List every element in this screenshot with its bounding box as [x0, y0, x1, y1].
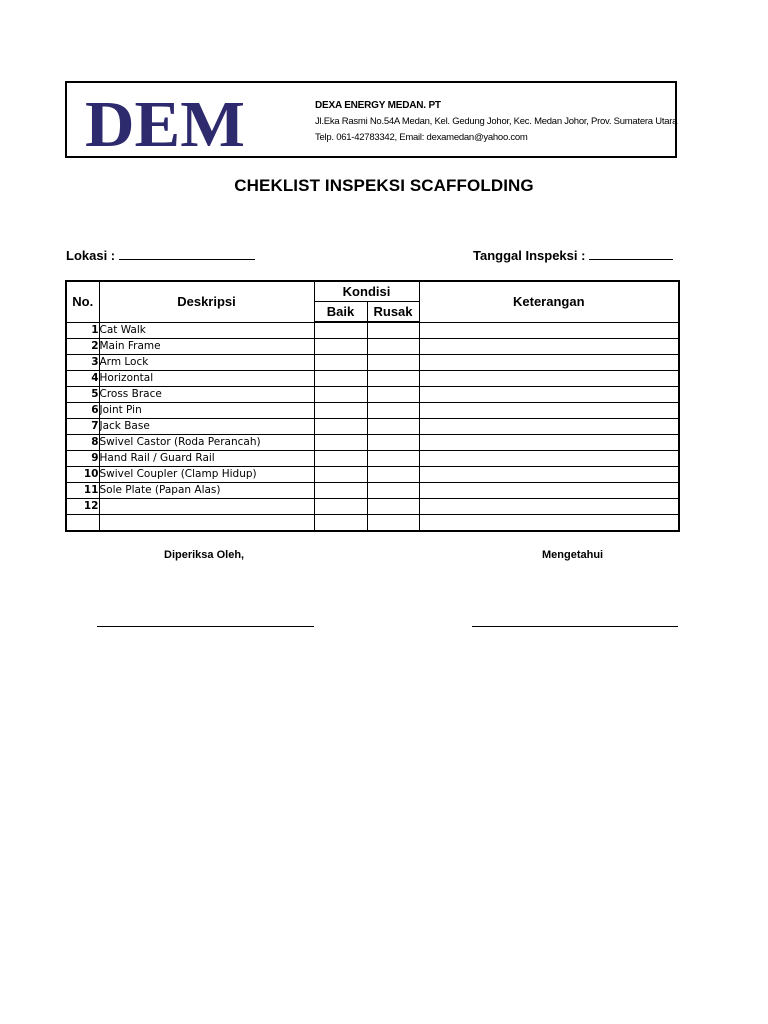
table-row [66, 467, 679, 483]
row-keterangan-cell[interactable] [419, 322, 679, 339]
row-baik-cell[interactable] [314, 339, 367, 355]
row-number: 11 [66, 483, 99, 499]
row-number: 4 [66, 371, 99, 387]
approver-signature-line[interactable] [472, 626, 678, 627]
row-rusak-cell[interactable] [367, 322, 419, 339]
row-rusak-cell[interactable] [367, 371, 419, 387]
row-description: Hand Rail / Guard Rail [99, 451, 314, 467]
row-rusak-cell[interactable] [367, 435, 419, 451]
company-logo [83, 95, 247, 149]
row-baik-cell[interactable] [314, 483, 367, 499]
table-row [66, 499, 679, 515]
tanggal-blank-line[interactable] [589, 247, 673, 260]
page-title: CHEKLIST INSPEKSI SCAFFOLDING [234, 176, 534, 195]
row-number: 6 [66, 403, 99, 419]
table-row [66, 483, 679, 499]
row-description: Jack Base [99, 419, 314, 435]
table-row [66, 387, 679, 403]
row-description: Horizontal [99, 371, 314, 387]
row-keterangan-cell[interactable] [419, 499, 679, 515]
row-rusak-cell[interactable] [367, 515, 419, 532]
row-description: Main Frame [99, 339, 314, 355]
row-baik-cell[interactable] [314, 371, 367, 387]
row-baik-cell[interactable] [314, 467, 367, 483]
row-keterangan-cell[interactable] [419, 371, 679, 387]
row-keterangan-cell[interactable] [419, 387, 679, 403]
mengetahui-label: Mengetahui [542, 549, 604, 561]
row-number: 3 [66, 355, 99, 371]
table-row [66, 515, 679, 532]
row-number: 7 [66, 419, 99, 435]
row-rusak-cell[interactable] [367, 403, 419, 419]
row-rusak-cell[interactable] [367, 499, 419, 515]
row-baik-cell[interactable] [314, 451, 367, 467]
table-row [66, 371, 679, 387]
company-contact: Telp. 061-42783342, Email: dexamedan@yahoo.com [315, 132, 528, 143]
row-rusak-cell[interactable] [367, 467, 419, 483]
company-address: Jl.Eka Rasmi No.54A Medan, Kel. Gedung Johor, Kec. Medan Johor, Prov. Sumatera Utara [315, 116, 678, 127]
row-number: 1 [66, 322, 99, 339]
row-rusak-cell[interactable] [367, 483, 419, 499]
lokasi-label: Lokasi : [66, 248, 116, 263]
row-rusak-cell[interactable] [367, 419, 419, 435]
letterhead [65, 81, 677, 158]
row-rusak-cell[interactable] [367, 355, 419, 371]
logo-lettering: DEM [85, 95, 245, 149]
row-baik-cell[interactable] [314, 322, 367, 339]
row-keterangan-cell[interactable] [419, 339, 679, 355]
row-baik-cell[interactable] [314, 419, 367, 435]
row-keterangan-cell[interactable] [419, 435, 679, 451]
header-no: No. [66, 281, 99, 322]
row-rusak-cell[interactable] [367, 339, 419, 355]
row-keterangan-cell[interactable] [419, 403, 679, 419]
table-row [66, 435, 679, 451]
table-row [66, 355, 679, 371]
lokasi-blank-line[interactable] [119, 247, 255, 260]
table-row [66, 451, 679, 467]
header-kondisi: Kondisi [314, 281, 419, 302]
row-description: Cross Brace [99, 387, 314, 403]
table-row [66, 322, 679, 339]
row-keterangan-cell[interactable] [419, 515, 679, 532]
row-baik-cell[interactable] [314, 515, 367, 532]
row-description: Swivel Coupler (Clamp Hidup) [99, 467, 314, 483]
row-rusak-cell[interactable] [367, 387, 419, 403]
row-keterangan-cell[interactable] [419, 483, 679, 499]
row-baik-cell[interactable] [314, 499, 367, 515]
tanggal-field [473, 247, 673, 263]
row-number: 9 [66, 451, 99, 467]
row-description: Joint Pin [99, 403, 314, 419]
row-description [99, 499, 314, 515]
header-baik: Baik [314, 302, 367, 323]
row-baik-cell[interactable] [314, 355, 367, 371]
row-keterangan-cell[interactable] [419, 355, 679, 371]
row-number: 8 [66, 435, 99, 451]
table-row [66, 403, 679, 419]
row-number: 12 [66, 499, 99, 515]
row-number [66, 515, 99, 532]
header-deskripsi: Deskripsi [99, 281, 314, 322]
header-keterangan: Keterangan [419, 281, 679, 322]
row-rusak-cell[interactable] [367, 451, 419, 467]
row-number: 10 [66, 467, 99, 483]
lokasi-field [66, 247, 255, 263]
company-name: DEXA ENERGY MEDAN. PT [315, 100, 441, 111]
table-row [66, 339, 679, 355]
row-keterangan-cell[interactable] [419, 467, 679, 483]
row-baik-cell[interactable] [314, 435, 367, 451]
row-number: 5 [66, 387, 99, 403]
row-baik-cell[interactable] [314, 387, 367, 403]
row-description: Swivel Castor (Roda Perancah) [99, 435, 314, 451]
row-keterangan-cell[interactable] [419, 419, 679, 435]
dem-logo-graphic [83, 95, 247, 149]
diperiksa-oleh-label: Diperiksa Oleh, [164, 549, 245, 561]
inspection-table [65, 280, 680, 532]
row-description [99, 515, 314, 532]
tanggal-label: Tanggal Inspeksi : [473, 248, 586, 263]
inspector-signature-line[interactable] [97, 626, 314, 627]
row-description: Cat Walk [99, 322, 314, 339]
row-number: 2 [66, 339, 99, 355]
row-description: Sole Plate (Papan Alas) [99, 483, 314, 499]
table-row [66, 419, 679, 435]
row-baik-cell[interactable] [314, 403, 367, 419]
header-rusak: Rusak [367, 302, 419, 323]
row-description: Arm Lock [99, 355, 314, 371]
row-keterangan-cell[interactable] [419, 451, 679, 467]
